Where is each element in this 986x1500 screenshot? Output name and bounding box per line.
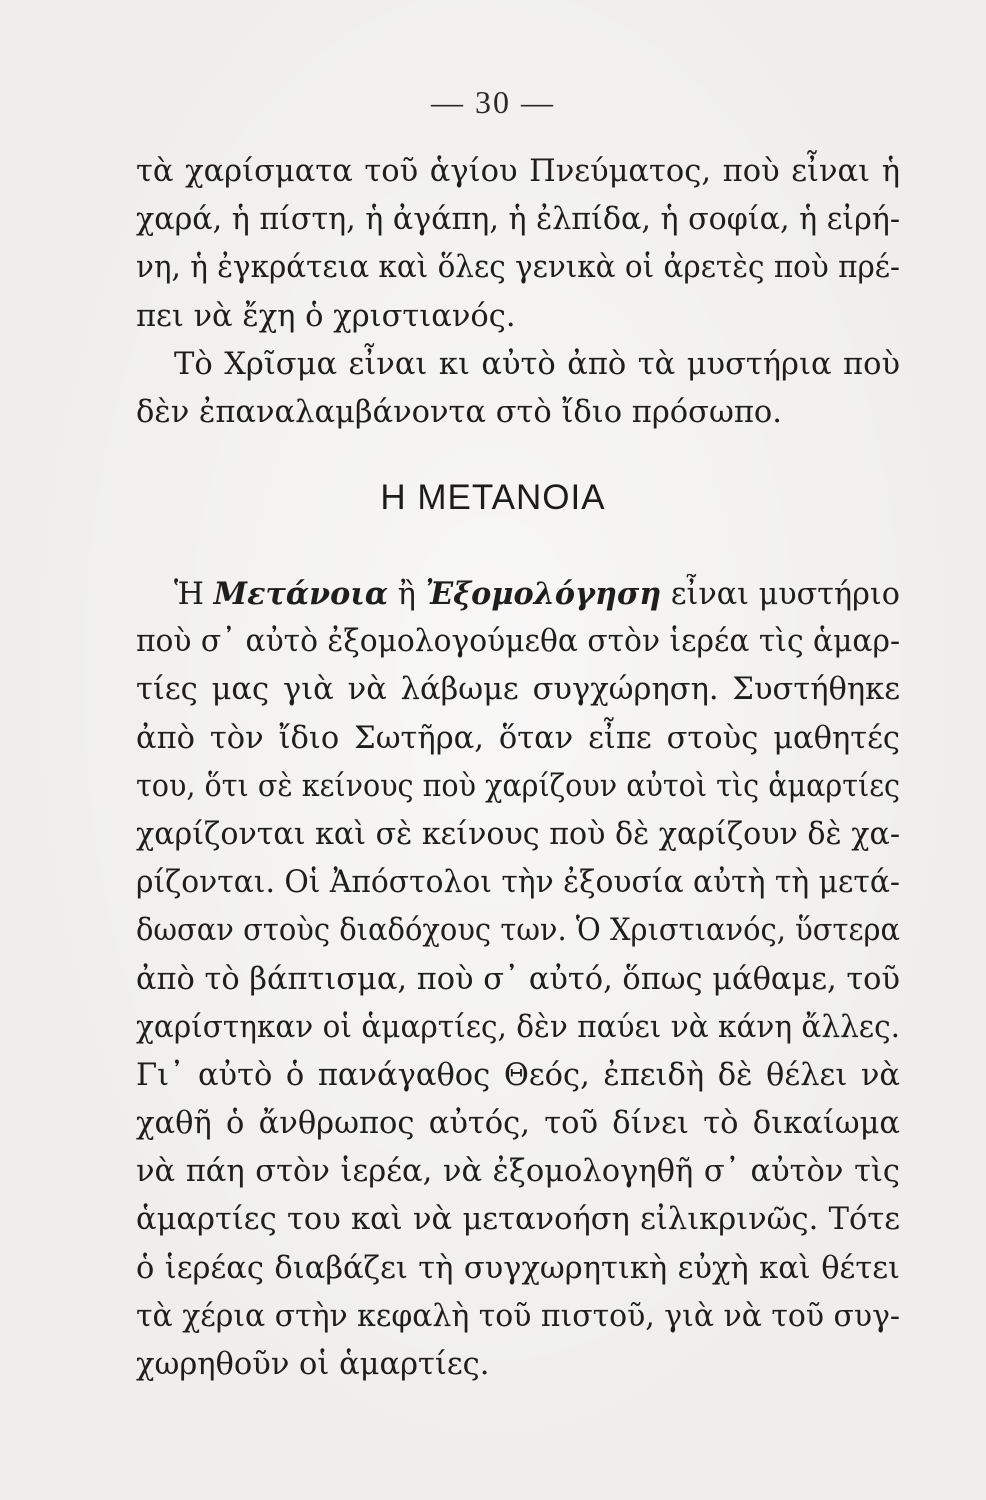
term-exomologisi: Ἐξομολόγηση [425, 576, 662, 612]
text-line: χαρίζονται καὶ σὲ κείνους ποὺ δὲ χαρίζουν δὲ χα- [136, 816, 900, 852]
text-line: ὁ ἱερέας διαβάζει τὴ συγχωρητικὴ εὐχὴ καὶ θέτει [136, 1250, 900, 1286]
text-line: νὰ πάη στὸν ἱερέα, νὰ ἐξομολογηθῆ σ᾽ αὐτὸν τὶς [136, 1154, 900, 1190]
prefix-word: Ἡ [174, 577, 205, 612]
text-line: ἀπὸ τὸν ἴδιο Σωτῆρα, ὅταν εἶπε στοὺς μαθητές [136, 720, 900, 756]
text-line: τίες μας γιὰ νὰ λάβωμε συγχώρηση. Συστήθηκε [136, 672, 900, 708]
text-line: χωρηθοῦν οἱ ἁμαρτίες. [136, 1347, 490, 1382]
text-line: δωσαν στοὺς διαδόχους των. Ὁ Χριστιανός, ὕστερα [136, 913, 901, 949]
text-line: πει νὰ ἔχη ὁ χριστιανός. [136, 298, 516, 334]
section-heading: Η ΜΕΤΑΝΟΙΑ [380, 478, 606, 517]
text-line: χαρίστηκαν οἱ ἁμαρτίες, δὲν παύει νὰ κάνη ἄλλες. [136, 1009, 901, 1045]
page-number: — 30 — [431, 84, 555, 120]
intro-paragraphs [136, 148, 900, 437]
text-line: τὰ χέρια στὴν κεφαλὴ τοῦ πιστοῦ, γιὰ νὰ τοῦ συγ- [136, 1298, 901, 1334]
conjunction-word: ἢ [397, 577, 416, 612]
text-line: ἁμαρτίες του καὶ νὰ μετανοήση εἰλικρινῶς. Τότε [136, 1202, 900, 1238]
text-line: ρίζονται. Οἱ Ἀπόστολοι τὴν ἐξουσία αὐτὴ τὴ μετά- [136, 865, 900, 901]
metanoia-paragraph [136, 570, 900, 1389]
text-line: νη, ἡ ἐγκράτεια καὶ ὅλες γενικὰ οἱ ἀρετὲς ποὺ πρέ- [136, 250, 900, 286]
text-line: τὰ χαρίσματα τοῦ ἁγίου Πνεύματος, ποὺ εἶναι ἡ [136, 154, 900, 189]
text-line: ποὺ σ᾽ αὐτὸ ἐξομολογούμεθα στὸν ἱερέα τὶς ἁμαρ- [136, 624, 901, 660]
first-line-suffix: εἶναι μυστήριο [670, 577, 900, 612]
text-line: δὲν ἐπαναλαμβάνοντα στὸ ἴδιο πρόσωπο. [136, 394, 782, 430]
text-line: Γι᾽ αὐτὸ ὁ πανάγαθος Θεός, ἐπειδὴ δὲ θέλει νὰ [136, 1057, 900, 1093]
text-line: χαρά, ἡ πίστη, ἡ ἀγάπη, ἡ ἐλπίδα, ἡ σοφία, ἡ εἰρή- [136, 202, 900, 238]
text-line-first [136, 570, 900, 618]
text-line: ἀπὸ τὸ βάπτισμα, ποὺ σ᾽ αὐτό, ὅπως μάθαμε, τοῦ [136, 961, 901, 997]
term-metanoia: Μετάνοια [213, 576, 389, 612]
text-line: χαθῆ ὁ ἄνθρωπος αὐτός, τοῦ δίνει τὸ δικαίωμα [136, 1106, 900, 1142]
text-line: του, ὅτι σὲ κείνους ποὺ χαρίζουν αὐτοὶ τὶς ἁμαρτίες [136, 768, 901, 804]
text-line: Τὸ Χρῖσμα εἶναι κι αὐτὸ ἀπὸ τὰ μυστήρια ποὺ [174, 346, 900, 382]
